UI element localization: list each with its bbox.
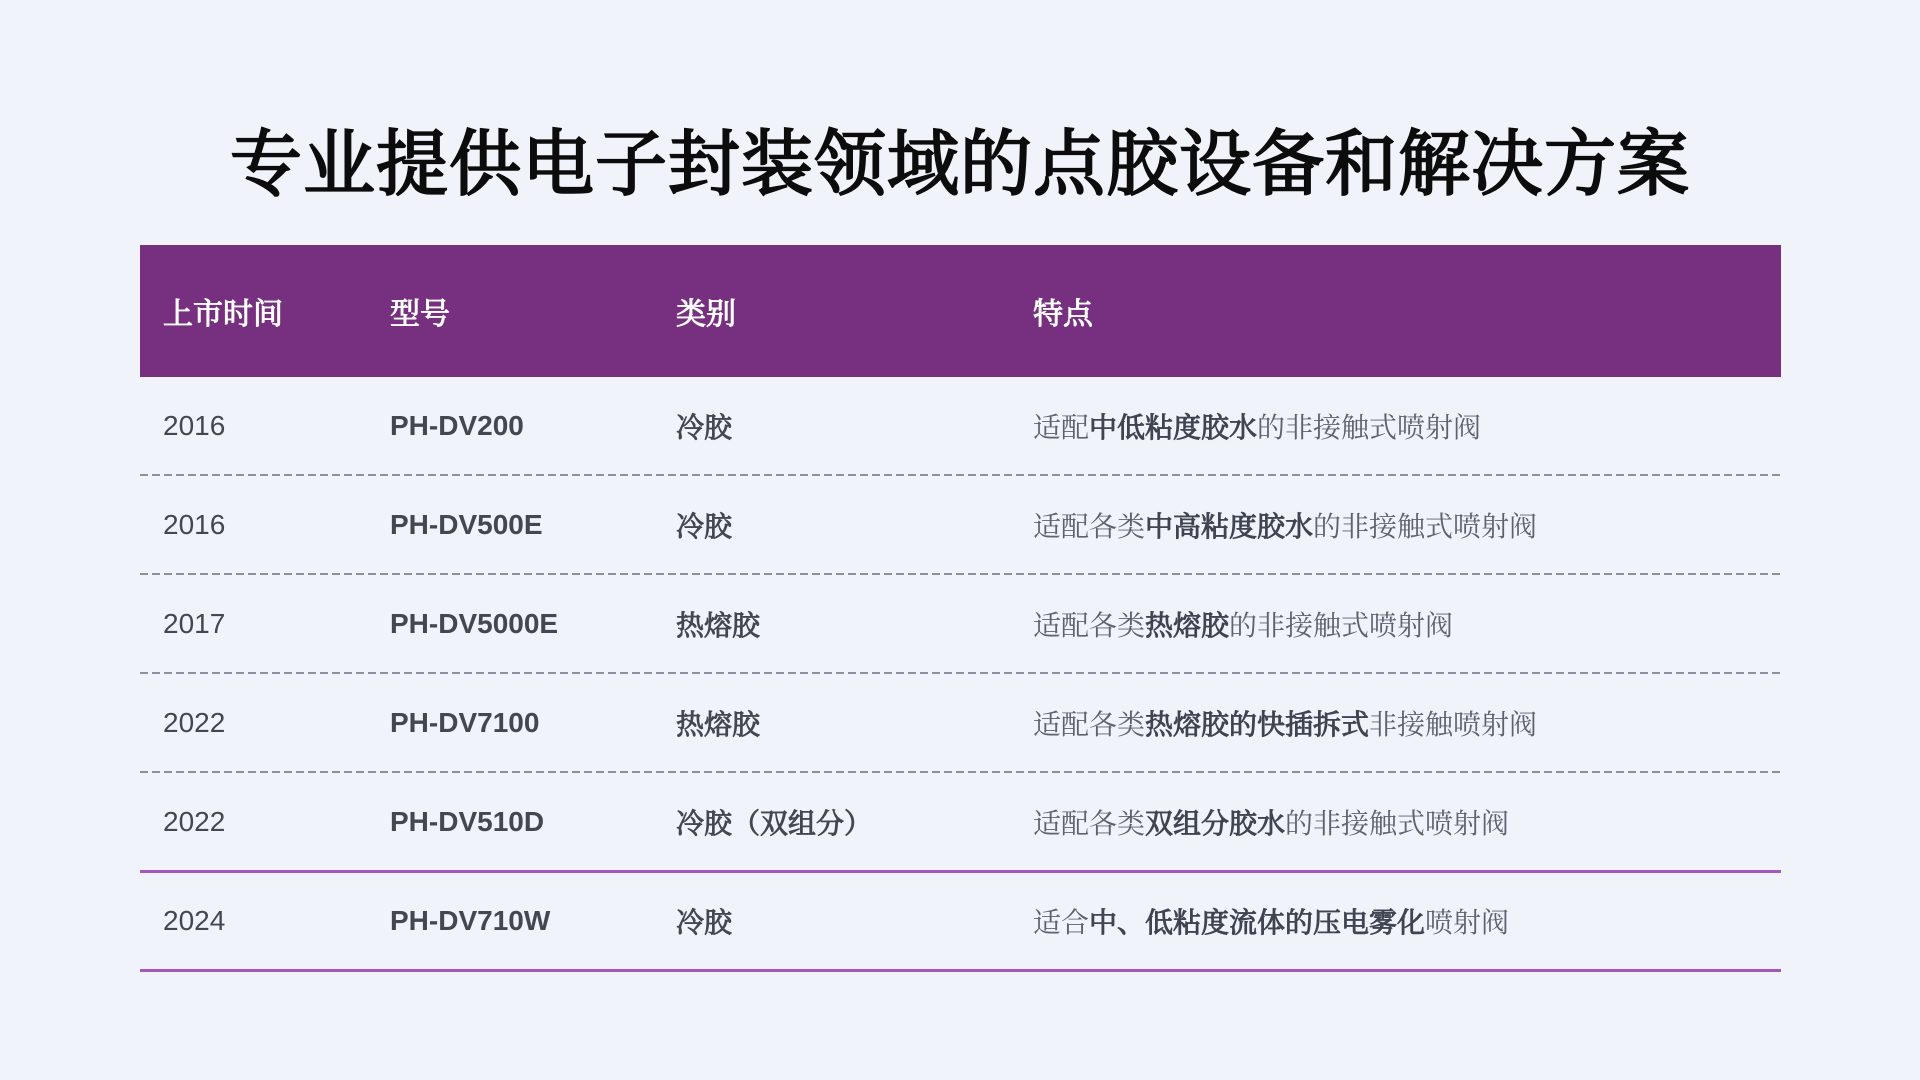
column-header-category: 类别 [676, 298, 736, 331]
cell-launch-time: 2017 [163, 607, 226, 639]
cell-category: 热熔胶 [676, 609, 761, 641]
feature-text: 适配各类 [1033, 609, 1146, 641]
cell-features [1033, 406, 1781, 446]
cell-category: 冷胶 [676, 510, 733, 542]
feature-text: 的非接触式喷射阀 [1229, 609, 1454, 641]
feature-text: 非接触喷射阀 [1369, 708, 1538, 740]
column-header-launch-time: 上市时间 [163, 298, 283, 331]
table-row [140, 873, 1781, 969]
feature-text-bold: 中、低粘度流体的压电雾化 [1089, 907, 1426, 938]
feature-text-bold: 中高粘度胶水 [1145, 510, 1314, 542]
cell-category: 冷胶 [676, 411, 733, 443]
cell-model: PH-DV510D [390, 805, 545, 837]
column-header-model: 型号 [390, 298, 450, 331]
feature-text-bold: 中低粘度胶水 [1089, 411, 1258, 443]
table-row [140, 377, 1781, 474]
feature-text-bold: 热熔胶的快插拆式 [1145, 708, 1370, 740]
cell-features [1033, 604, 1781, 644]
feature-text: 适合 [1033, 907, 1090, 938]
cell-category: 冷胶 [676, 907, 733, 938]
column-header-features: 特点 [1033, 298, 1093, 331]
cell-launch-time: 2024 [163, 905, 226, 936]
cell-features [1033, 703, 1781, 743]
cell-category: 冷胶（双组分） [676, 807, 873, 839]
cell-model: PH-DV5000E [390, 607, 559, 639]
cell-features [1033, 505, 1781, 545]
cell-model: PH-DV200 [390, 409, 524, 441]
feature-text: 的非接触式喷射阀 [1313, 510, 1538, 542]
cell-launch-time: 2022 [163, 706, 226, 738]
table-row [140, 575, 1781, 672]
table-row [140, 674, 1781, 771]
cell-launch-time: 2022 [163, 805, 226, 837]
cell-model: PH-DV500E [390, 508, 543, 540]
feature-text: 适配各类 [1033, 807, 1146, 839]
feature-text: 适配各类 [1033, 510, 1146, 542]
feature-text: 适配 [1033, 411, 1090, 443]
cell-model: PH-DV710W [390, 905, 551, 936]
table-row [140, 773, 1781, 870]
cell-model: PH-DV7100 [390, 706, 540, 738]
page-title: 专业提供电子封装领域的点胶设备和解决方案 [229, 125, 1690, 205]
cell-features [1033, 802, 1781, 842]
cell-features [1033, 901, 1781, 941]
feature-text: 适配各类 [1033, 708, 1146, 740]
table-bottom-border [140, 969, 1781, 972]
cell-launch-time: 2016 [163, 409, 226, 441]
feature-text: 的非接触式喷射阀 [1257, 411, 1482, 443]
feature-text: 喷射阀 [1425, 907, 1510, 938]
product-table [140, 245, 1781, 972]
feature-text-bold: 双组分胶水 [1145, 807, 1286, 839]
cell-launch-time: 2016 [163, 508, 226, 540]
cell-category: 热熔胶 [676, 708, 761, 740]
table-header-row [140, 245, 1781, 377]
feature-text-bold: 热熔胶 [1145, 609, 1230, 641]
feature-text: 的非接触式喷射阀 [1285, 807, 1510, 839]
table-row [140, 476, 1781, 573]
